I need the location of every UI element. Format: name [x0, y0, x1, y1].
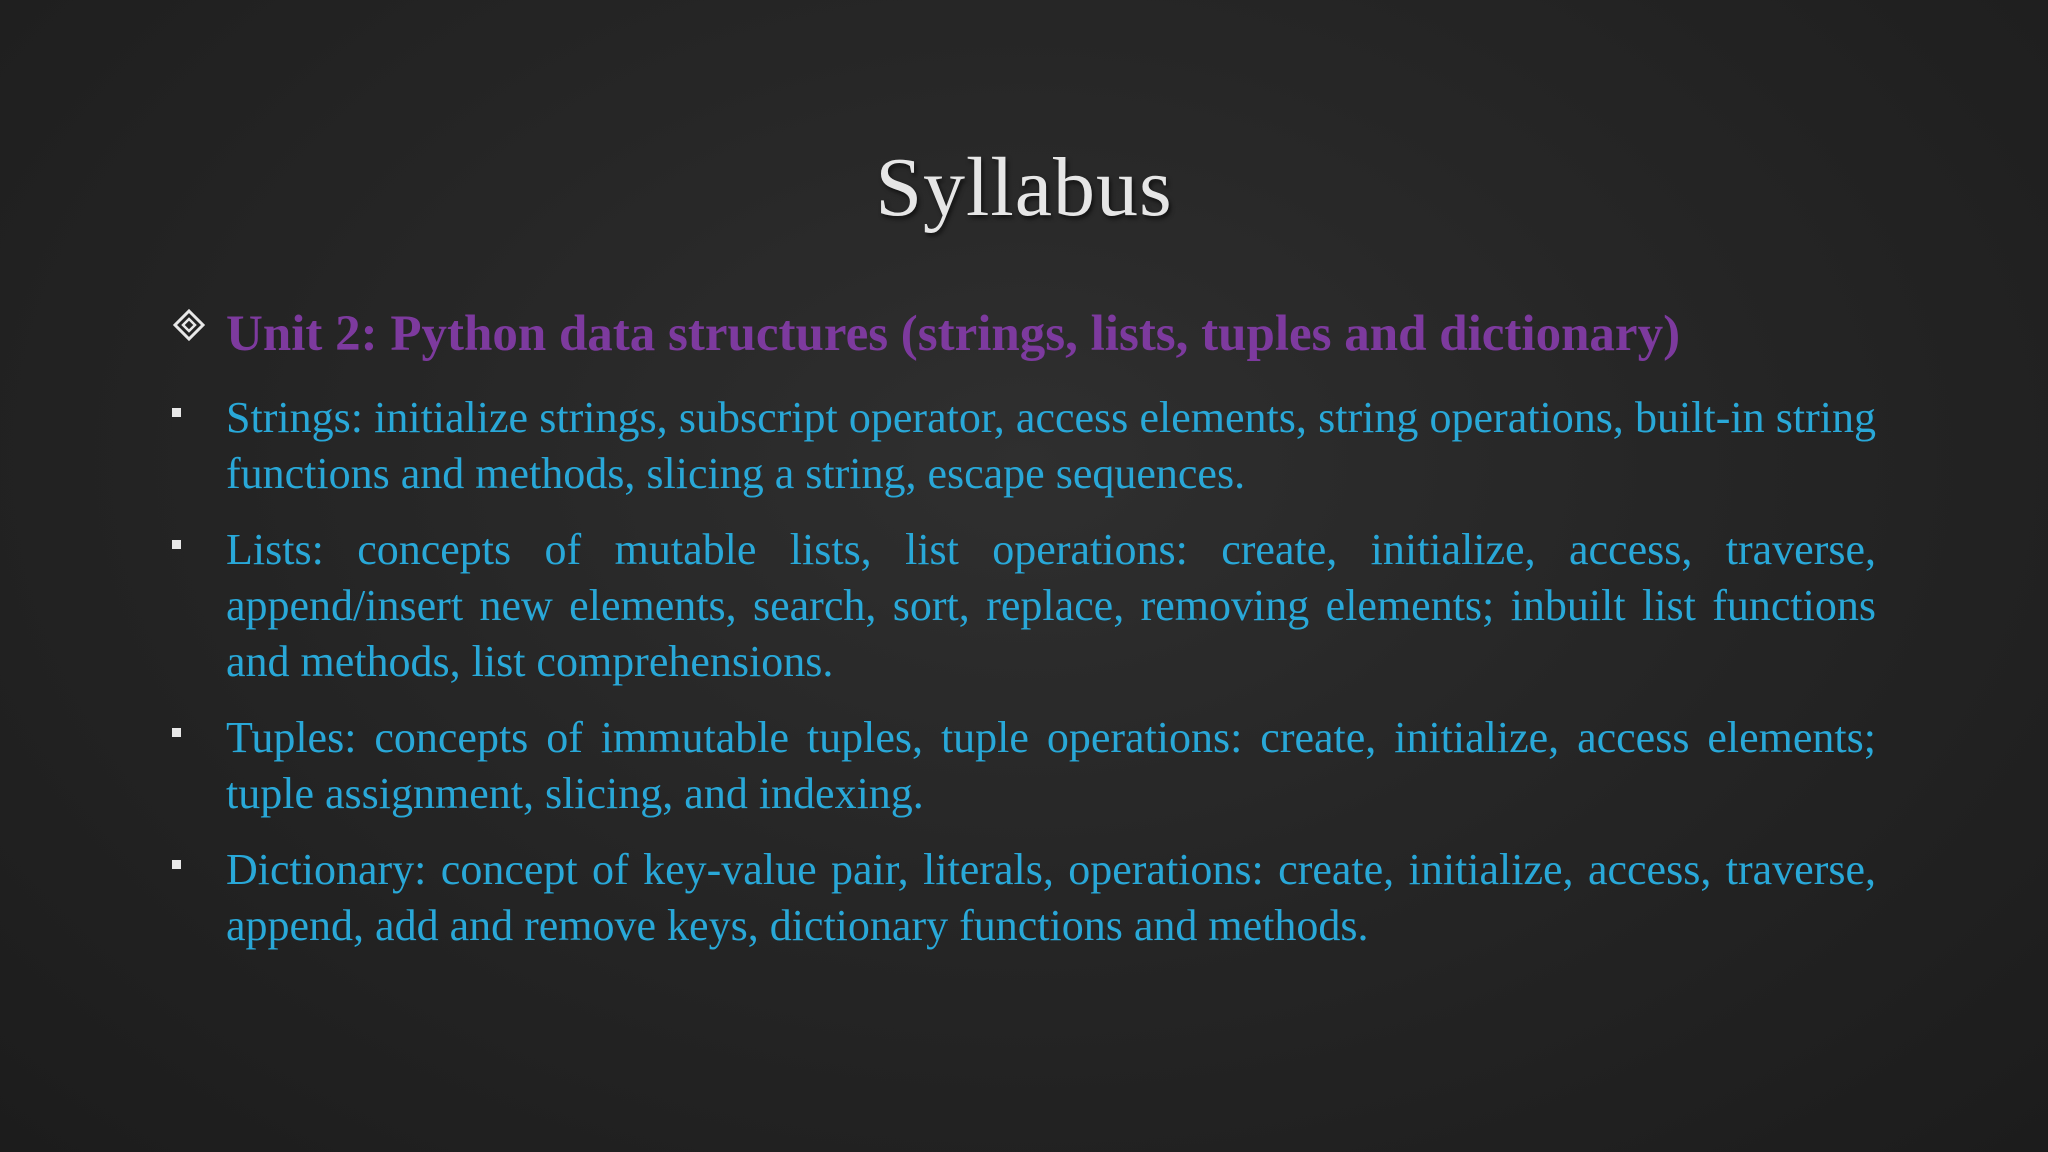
unit-heading-row [172, 304, 1872, 364]
list-item [172, 842, 1876, 954]
topic-list [172, 390, 1876, 974]
list-item [172, 710, 1876, 822]
list-item [172, 522, 1876, 690]
list-item-text: Tuples: concepts of immutable tuples, tuple operations: create, initialize, access elements; tuple assignment, slicing, and indexing. [226, 713, 1876, 818]
list-item-text: Dictionary: concept of key-value pair, literals, operations: create, initialize, access, traverse, append, add and remove keys, dictionary functions and methods. [226, 845, 1876, 950]
square-bullet-icon [172, 540, 181, 549]
list-item-text: Lists: concepts of mutable lists, list operations: create, initialize, access, traverse, append/insert new elements, search, sort, replace, removing elements; inbuilt list functions and methods, list comprehensions. [226, 525, 1876, 686]
list-item-text: Strings: initialize strings, subscript operator, access elements, string operations, built-in string functions and methods, slicing a string, escape sequences. [226, 393, 1876, 498]
square-bullet-icon [172, 408, 181, 417]
list-item [172, 390, 1876, 502]
square-bullet-icon [172, 860, 181, 869]
diamond-bullet-icon [172, 308, 206, 342]
square-bullet-icon [172, 728, 181, 737]
slide-title: Syllabus [875, 141, 1173, 234]
unit-heading: Unit 2: Python data structures (strings, lists, tuples and dictionary) [226, 306, 1681, 362]
